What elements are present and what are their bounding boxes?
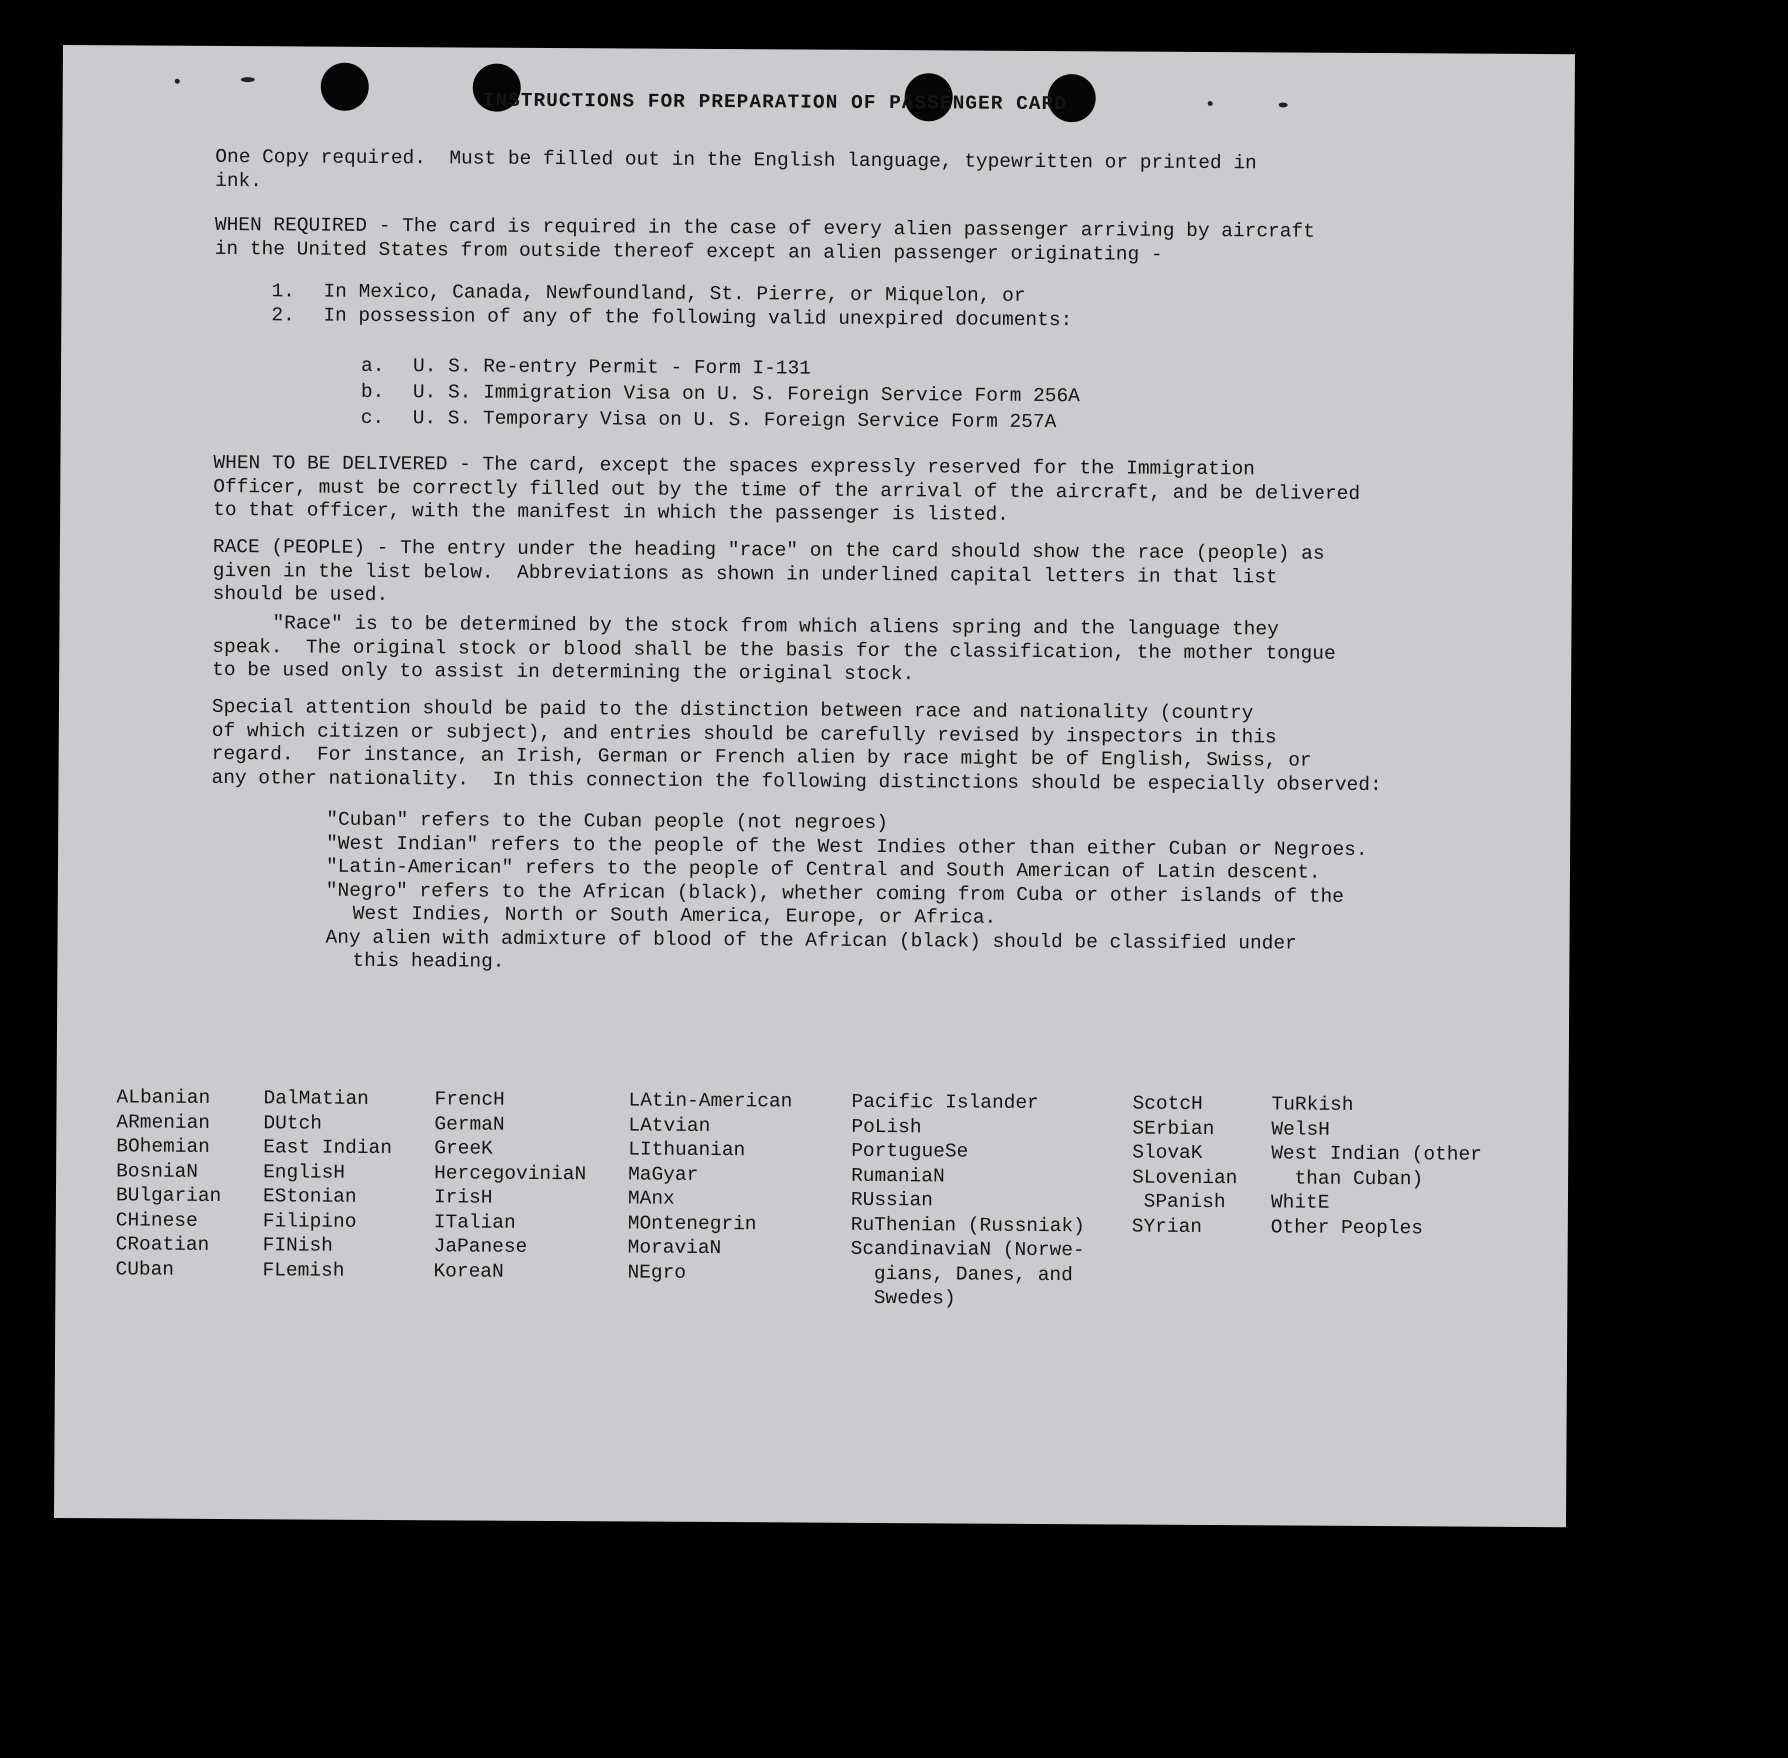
race-entry: GreeK — [434, 1137, 493, 1160]
race-entry: JaPanese — [433, 1235, 528, 1258]
list-item — [271, 304, 1072, 332]
race-entry: ALbanian — [116, 1086, 211, 1109]
list-number: 2. — [271, 303, 295, 326]
race-entry: TuRkish — [1271, 1093, 1354, 1116]
distinction-west-indian: "West Indian" refers to the people of the West Indies other than either Cuban or Negroes. — [326, 832, 1368, 861]
race-entry: DalMatian — [263, 1087, 369, 1110]
race-entry: ITalian — [433, 1210, 516, 1234]
race-entry: CRoatian — [115, 1233, 210, 1256]
race-paragraph — [213, 536, 1543, 615]
race-entry: than Cuban) — [1271, 1166, 1424, 1190]
race-entry: WelsH — [1271, 1117, 1330, 1141]
distinction-negro: "Negro" refers to the African (black), whether coming from Cuba or other islands of the — [325, 879, 1344, 908]
race-entry: SErbian — [1132, 1117, 1215, 1140]
race-entry: IrisH — [433, 1186, 493, 1209]
race-entry: KoreaN — [433, 1259, 504, 1283]
race-entry: Other Peoples — [1270, 1215, 1423, 1239]
race-column-1 — [115, 1085, 222, 1282]
race-entry: RuThenian (Russniak) — [850, 1213, 1085, 1237]
distinction-admixture-continued: this heading. — [352, 949, 505, 973]
distinction-latin-american: "Latin-American" refers to the people of Central and South American of Latin descent. — [325, 855, 1321, 884]
race-column-4 — [627, 1088, 792, 1285]
race-entry: FrencH — [434, 1088, 505, 1111]
list-item — [361, 405, 1080, 435]
race-entry: RumaniaN — [851, 1164, 945, 1187]
race-intro-text: RACE (PEOPLE) - The entry under the heading "race" on the card should show the race (people) as given in the list below. Abbreviations as shown in underlined capital letters in that list should be used. — [212, 535, 1325, 606]
race-entry: Filipino — [262, 1209, 357, 1233]
ink-speck — [175, 79, 180, 84]
list-text: U. S. Temporary Visa on U. S. Foreign Service Form 257A — [412, 407, 1057, 434]
intro-paragraph — [215, 146, 1545, 201]
when-delivered-paragraph — [213, 452, 1543, 531]
race-entry: MaGyar — [628, 1162, 699, 1186]
when-delivered-text: WHEN TO BE DELIVERED - The card, except the spaces expressly reserved for the Immigration Officer, must be correctly filled out by the time of the arrival of the aircraft, and be delivered to that officer, with the manifest in which the passenger is listed. — [213, 451, 1361, 526]
exceptions-list — [271, 280, 1072, 332]
race-column-7 — [1271, 1092, 1483, 1240]
race-entry: WhitE — [1270, 1191, 1330, 1214]
when-required-paragraph — [215, 214, 1545, 269]
race-column-6 — [1132, 1092, 1238, 1240]
race-entry: BOhemian — [116, 1135, 210, 1158]
race-entry: EStonian — [262, 1185, 357, 1208]
race-entry: MoraviaN — [627, 1236, 722, 1260]
list-letter: b. — [360, 380, 385, 403]
race-entry: PoLish — [851, 1115, 922, 1138]
race-entry: ScotcH — [1132, 1092, 1203, 1115]
race-entry: West Indian (other — [1271, 1142, 1482, 1166]
race-entry: SlovaK — [1132, 1141, 1203, 1164]
race-entry: Swedes) — [850, 1286, 956, 1310]
race-entry: RUssian — [850, 1188, 933, 1212]
distinction-admixture: Any alien with admixture of blood of the African (black) should be classified under — [325, 926, 1297, 955]
ink-speck — [1208, 101, 1213, 106]
race-entry: GermaN — [434, 1112, 505, 1136]
race-entry: CHinese — [115, 1208, 198, 1232]
race-definition-text: "Race" is to be determined by the stock from which aliens spring and the language they speak. The original stock or blood shall be the basis for the classification, the mother tongue to be used only to assist in determining the original stock. — [212, 612, 1336, 686]
race-entry: CUban — [115, 1257, 175, 1281]
special-attention-text: Special attention should be paid to the distinction between race and nationality (country of which citizen or subject), and entries should be carefully revised by inspectors in this regard. For instance, an Irish, German or French alien by race might be of English, Swiss, or any other nationality. In this connection the following distinctions should be especially observed: — [211, 695, 1382, 796]
race-entry: PortugueSe — [851, 1139, 969, 1163]
race-entry: Pacific Islander — [851, 1090, 1039, 1114]
special-attention-paragraph — [211, 696, 1542, 798]
race-entry: DUtch — [263, 1111, 323, 1135]
race-entry: MOntenegrin — [627, 1211, 757, 1235]
race-entry: MAnx — [627, 1187, 675, 1210]
race-entry: SLovenian — [1132, 1166, 1238, 1189]
when-required-text: WHEN REQUIRED - The card is required in the case of every alien passenger arriving by aircraft in the United States from outside thereof except an alien passenger originating - — [214, 213, 1315, 266]
race-entry: BUlgarian — [115, 1184, 222, 1207]
race-entry: NEgro — [627, 1260, 687, 1284]
race-entry: ScandinaviaN (Norwe- — [850, 1237, 1085, 1262]
list-text: In possession of any of the following valid unexpired documents: — [323, 304, 1073, 331]
list-text: U. S. Re-entry Permit - Form I-131 — [412, 355, 811, 380]
race-entry: SYrian — [1131, 1215, 1203, 1238]
ink-speck — [241, 77, 255, 82]
distinctions-list — [325, 809, 1367, 980]
race-entry: LIthuanian — [628, 1138, 746, 1162]
race-entry: FINish — [262, 1234, 333, 1257]
race-column-2 — [262, 1086, 392, 1283]
race-entry: BosniaN — [116, 1159, 199, 1183]
ink-speck — [1279, 102, 1288, 107]
list-text: U. S. Immigration Visa on U. S. Foreign Service Form 256A — [412, 381, 1080, 408]
race-entry: gians, Danes, and — [850, 1262, 1073, 1286]
punch-hole — [321, 63, 369, 111]
intro-text: One Copy required. Must be filled out in the English language, typewritten or printed in ink. — [215, 145, 1257, 192]
documents-list — [361, 353, 1080, 435]
race-entry: HercegoviniaN — [434, 1161, 587, 1185]
race-column-3 — [433, 1087, 586, 1284]
race-entry: East Indian — [263, 1136, 393, 1160]
race-entry: FLemish — [262, 1258, 345, 1282]
race-entry: SPanish — [1131, 1190, 1226, 1214]
race-entry: EnglisH — [263, 1160, 346, 1184]
document-page — [54, 45, 1575, 1527]
list-letter: c. — [360, 406, 385, 429]
race-entry: LAtin-American — [628, 1089, 793, 1113]
race-entry: ARmenian — [116, 1110, 211, 1134]
distinction-negro-continued: West Indies, North or South America, Europe, or Africa. — [352, 902, 997, 929]
race-column-5 — [850, 1090, 1085, 1312]
race-entry: LAtvian — [628, 1113, 711, 1137]
distinction-cuban: "Cuban" refers to the Cuban people (not negroes) — [326, 808, 889, 835]
race-definition-paragraph — [212, 612, 1542, 691]
list-number: 1. — [271, 280, 295, 303]
list-text: In Mexico, Canada, Newfoundland, St. Pierre, or Miquelon, or — [323, 280, 1026, 307]
document-title: INSTRUCTIONS FOR PREPARATION OF PASSENGER CARD — [482, 89, 1068, 116]
list-letter: a. — [360, 354, 385, 377]
